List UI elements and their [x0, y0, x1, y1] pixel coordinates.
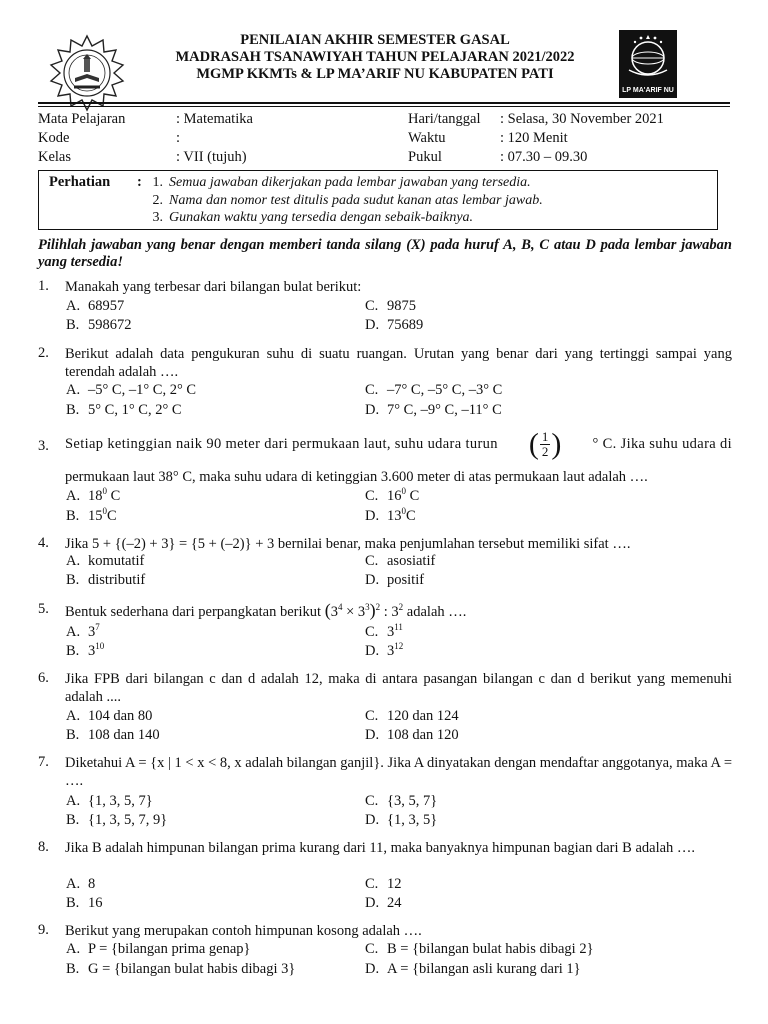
title-line-1: PENILAIAN AKHIR SEMESTER GASAL: [240, 32, 510, 48]
attention-item: 3. Gunakan waktu yang tersedia dengan sebaik-baiknya.: [152, 210, 474, 225]
option-b[interactable]: B. 16: [66, 895, 103, 911]
option-b[interactable]: B. $3^{10}$: [66, 641, 105, 659]
power-expression: $(3^4 \times 3^3)^2$ : $3^2$: [324, 600, 404, 620]
question-number: 8.: [38, 839, 49, 855]
option-b[interactable]: B. G = {bilangan bulat habis dibagi 3}: [66, 961, 296, 977]
option-a[interactable]: A. 104 dan 80: [66, 708, 153, 724]
question-text: Jika 5 + {(–2) + 3} = {5 + (–2)} + 3 bernilai benar, maka penjumlahan tersebut memiliki sifat ….: [65, 536, 631, 552]
info-value: : VII (tujuh): [176, 149, 247, 165]
info-right-labels: [408, 110, 480, 167]
option-c[interactable]: C. $3^{11}$: [365, 622, 403, 640]
question-number: 9.: [38, 922, 49, 938]
option-a[interactable]: A. $3^7$: [66, 622, 100, 640]
attention-list: [147, 174, 543, 227]
question-number: 3.: [38, 438, 49, 454]
option-d[interactable]: D. {1, 3, 5}: [365, 812, 438, 828]
info-value: : 120 Menit: [500, 130, 568, 146]
question-text: Berikut adalah data pengukuran suhu di suatu ruangan. Urutan yang benar dari yang tertinggi sampai yang terendah adalah ….: [65, 346, 732, 380]
option-a[interactable]: A. P = {bilangan prima genap}: [66, 941, 251, 957]
instruction-text: Pilihlah jawaban yang benar dengan memberi tanda silang (X) pada huruf A, B, C atau D pada lembar jawaban yang tersedia!: [38, 237, 732, 270]
title-line-2: MADRASAH TSANAWIYAH TAHUN PELAJARAN 2021/2022: [175, 49, 575, 65]
option-d[interactable]: D. A = {bilangan asli kurang dari 1}: [365, 961, 581, 977]
attention-item: 2. Nama dan nomor test ditulis pada sudut kanan atas lembar jawab.: [152, 192, 543, 208]
attention-label: Perhatian: [49, 174, 111, 190]
option-a[interactable]: A. $18^0$ C: [66, 486, 121, 504]
option-d[interactable]: D. 24: [365, 895, 402, 911]
option-d[interactable]: D. $13^0C$: [365, 506, 416, 524]
info-label: Kelas: [38, 149, 72, 165]
option-c[interactable]: C. –7° C, –5° C, –3° C: [365, 382, 503, 398]
question-number: 1.: [38, 278, 49, 294]
info-right-values: [500, 110, 664, 167]
question-number: 2.: [38, 345, 49, 361]
header-rule-thick: [38, 102, 730, 104]
info-value: : 07.30 – 09.30: [500, 149, 588, 165]
question-text: Manakah yang terbesar dari bilangan bulat berikut:: [65, 279, 362, 295]
info-left-labels: [38, 110, 125, 167]
info-label: Pukul: [408, 149, 442, 165]
option-b[interactable]: B. {1, 3, 5, 7, 9}: [66, 812, 168, 828]
option-a[interactable]: A. {1, 3, 5, 7}: [66, 793, 153, 809]
question-text: Diketahui A = {x | 1 < x < 8, x adalah bilangan ganjil}. Jika A dinyatakan dengan mendaftar anggotanya, maka A = ….: [65, 755, 732, 789]
question-3: [38, 427, 732, 470]
info-left-values: [176, 110, 253, 167]
option-b[interactable]: B. 108 dan 140: [66, 727, 160, 743]
option-b[interactable]: B. $15^0C$: [66, 506, 117, 524]
info-value: :: [176, 130, 181, 146]
info-label: Waktu: [408, 130, 446, 146]
logo-right-label: LP MA'ARIF NU: [622, 87, 674, 94]
info-label: Hari/tanggal: [408, 111, 481, 127]
info-value: : Selasa, 30 November 2021: [500, 111, 664, 127]
exam-title: [140, 32, 610, 83]
question-number: 6.: [38, 670, 49, 686]
header-rule-thin: [38, 106, 730, 107]
option-a[interactable]: A. –5° C, –1° C, 2° C: [66, 382, 197, 398]
info-label: Mata Pelajaran: [38, 111, 126, 127]
option-c[interactable]: C. asosiatif: [365, 553, 436, 569]
ministry-emblem-icon: [48, 34, 126, 112]
option-a[interactable]: A. komutatif: [66, 553, 145, 569]
question-number: 4.: [38, 535, 49, 551]
option-c[interactable]: C. 12: [365, 876, 402, 892]
attention-colon: :: [137, 174, 142, 190]
option-b[interactable]: B. 5° C, 1° C, 2° C: [66, 402, 182, 418]
info-label: Kode: [38, 130, 70, 146]
option-a[interactable]: A. 8: [66, 876, 96, 892]
question-text: Bentuk sederhana dari perpangkatan berikut $(3^4 \times 3^3)^2$ : $3^2$ adalah ….: [65, 600, 467, 620]
question-text: Setiap ketinggian naik 90 meter dari permukaan laut, suhu udara turun ( $\frac{1}{2}$ ) ° C. Jika suhu udara di: [65, 427, 732, 461]
option-d[interactable]: D. 75689: [365, 317, 424, 333]
option-c[interactable]: C. B = {bilangan bulat habis dibagi 2}: [365, 941, 594, 957]
fraction-expression: ( $\frac{1}{2}$ ): [528, 427, 562, 461]
option-c[interactable]: C. 9875: [365, 298, 416, 314]
option-d[interactable]: D. 108 dan 120: [365, 727, 459, 743]
question-text: Berikut yang merupakan contoh himpunan kosong adalah ….: [65, 923, 422, 939]
attention-item: 1. Semua jawaban dikerjakan pada lembar jawaban yang tersedia.: [152, 175, 531, 190]
question-text: permukaan laut 38° C, maka suhu udara di ketinggian 3.600 meter di atas permukaan laut adalah ….: [65, 469, 648, 485]
option-c[interactable]: C. 120 dan 124: [365, 708, 459, 724]
option-b[interactable]: B. 598672: [66, 317, 132, 333]
option-b[interactable]: B. distributif: [66, 572, 146, 588]
attention-box: [38, 170, 718, 230]
title-line-3: MGMP KKMTs & LP MA’ARIF NU KABUPATEN PATI: [196, 66, 554, 82]
question-number: 5.: [38, 601, 49, 617]
question-text: Jika FPB dari bilangan c dan d adalah 12, maka di antara pasangan bilangan c dan d berikut yang memenuhi adalah ....: [65, 671, 732, 705]
option-a[interactable]: A. 68957: [66, 298, 125, 314]
question-number: 7.: [38, 754, 49, 770]
question-text: Jika B adalah himpunan bilangan prima kurang dari 11, maka banyaknya himpunan bagian dari B adalah ….: [65, 840, 696, 856]
option-c[interactable]: C. {3, 5, 7}: [365, 793, 438, 809]
option-d[interactable]: D. 7° C, –9° C, –11° C: [365, 402, 502, 418]
info-value: : Matematika: [176, 111, 253, 127]
option-d[interactable]: D. $3^{12}$: [365, 641, 404, 659]
option-d[interactable]: D. positif: [365, 572, 425, 588]
option-c[interactable]: C. $16^0$ C: [365, 486, 420, 504]
